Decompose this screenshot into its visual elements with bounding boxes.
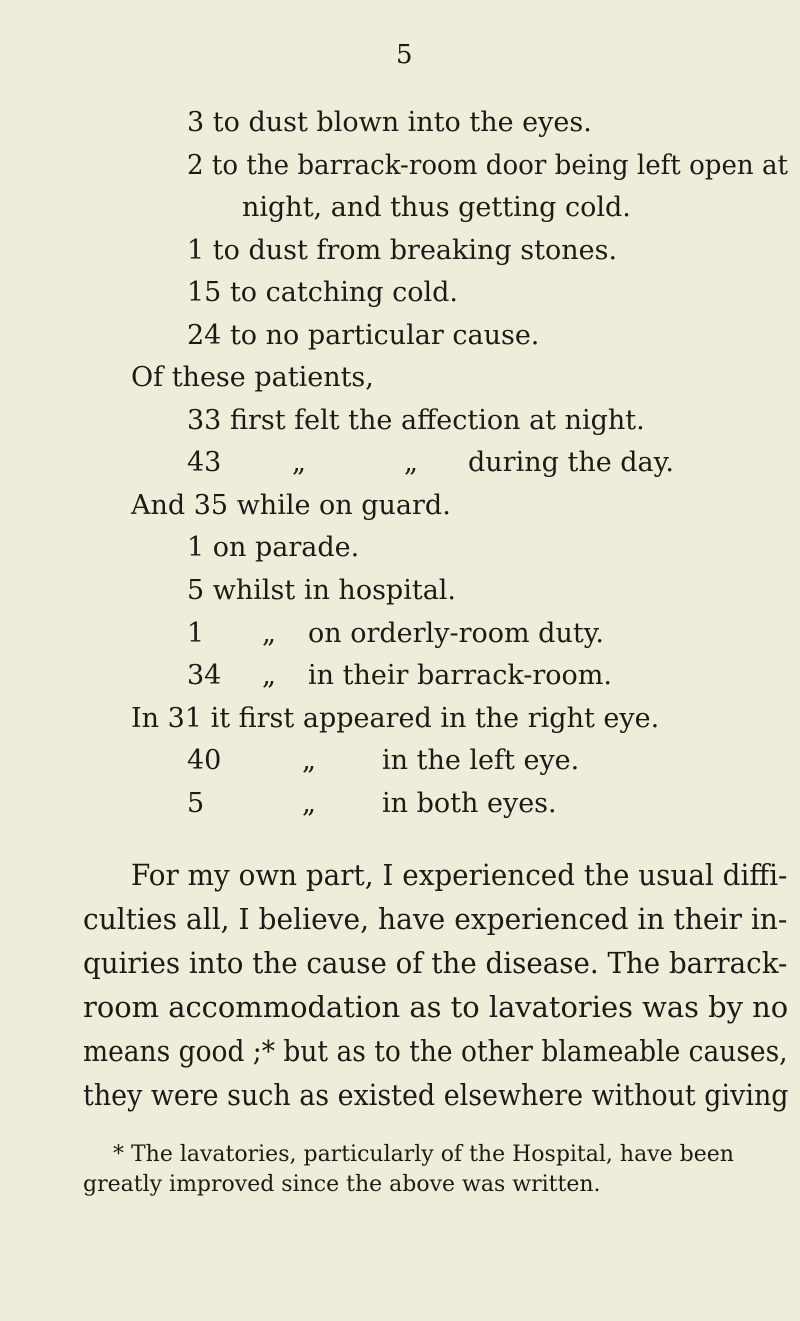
cause-line: 3 to dust blown into the eyes. [187, 107, 592, 138]
cause-line: 1 to dust from breaking stones. [187, 235, 618, 266]
cause-line: 15 to catching cold. [187, 277, 458, 308]
paragraph-line: room accommodation as to lavatories was by no [83, 990, 789, 1024]
cause-line-continuation: night, and thus getting cold. [242, 192, 631, 223]
eye-text: in both eyes. [382, 788, 557, 819]
onset-text: during the day. [468, 447, 674, 478]
duty-count: 1 [187, 618, 205, 649]
eye-count: 5 [187, 788, 205, 819]
footnote-line: greatly improved since the above was written. [83, 1172, 601, 1197]
paragraph-line: For my own part, I experienced the usual diffi- [131, 858, 788, 892]
eye-line: In 31 it first appeared in the right eye. [131, 703, 660, 734]
onset-count: 43 [187, 447, 222, 478]
ditto-mark: „ [404, 447, 418, 478]
duty-line: And 35 while on guard. [131, 490, 451, 521]
section-intro: Of these patients, [131, 362, 374, 393]
paragraph-line: quiries into the cause of the disease. The barrack- [83, 946, 788, 980]
onset-line: 33 first felt the affection at night. [187, 405, 645, 436]
ditto-mark: „ [302, 788, 316, 819]
duty-text: in their barrack-room. [308, 660, 612, 691]
cause-line: 24 to no particular cause. [187, 320, 540, 351]
ditto-mark: „ [262, 618, 276, 649]
cause-line: 2 to the barrack-room door being left open at [187, 150, 789, 181]
ditto-mark: „ [302, 745, 316, 776]
paragraph-line: they were such as existed elsewhere without giving [83, 1078, 789, 1112]
duty-line: 1 on parade. [187, 532, 360, 563]
duty-line: 5 whilst in hospital. [187, 575, 457, 606]
duty-count: 34 [187, 660, 222, 691]
ditto-mark: „ [262, 660, 276, 691]
duty-text: on orderly-room duty. [308, 618, 604, 649]
eye-text: in the left eye. [382, 745, 580, 776]
paragraph-line: culties all, I believe, have experienced in their in- [83, 902, 788, 936]
page-number: 5 [396, 40, 413, 70]
ditto-mark: „ [292, 447, 306, 478]
paragraph-line: means good ;* but as to the other blameable causes, [83, 1034, 788, 1068]
footnote-line: * The lavatories, particularly of the Hospital, have been [113, 1142, 734, 1167]
eye-count: 40 [187, 745, 222, 776]
